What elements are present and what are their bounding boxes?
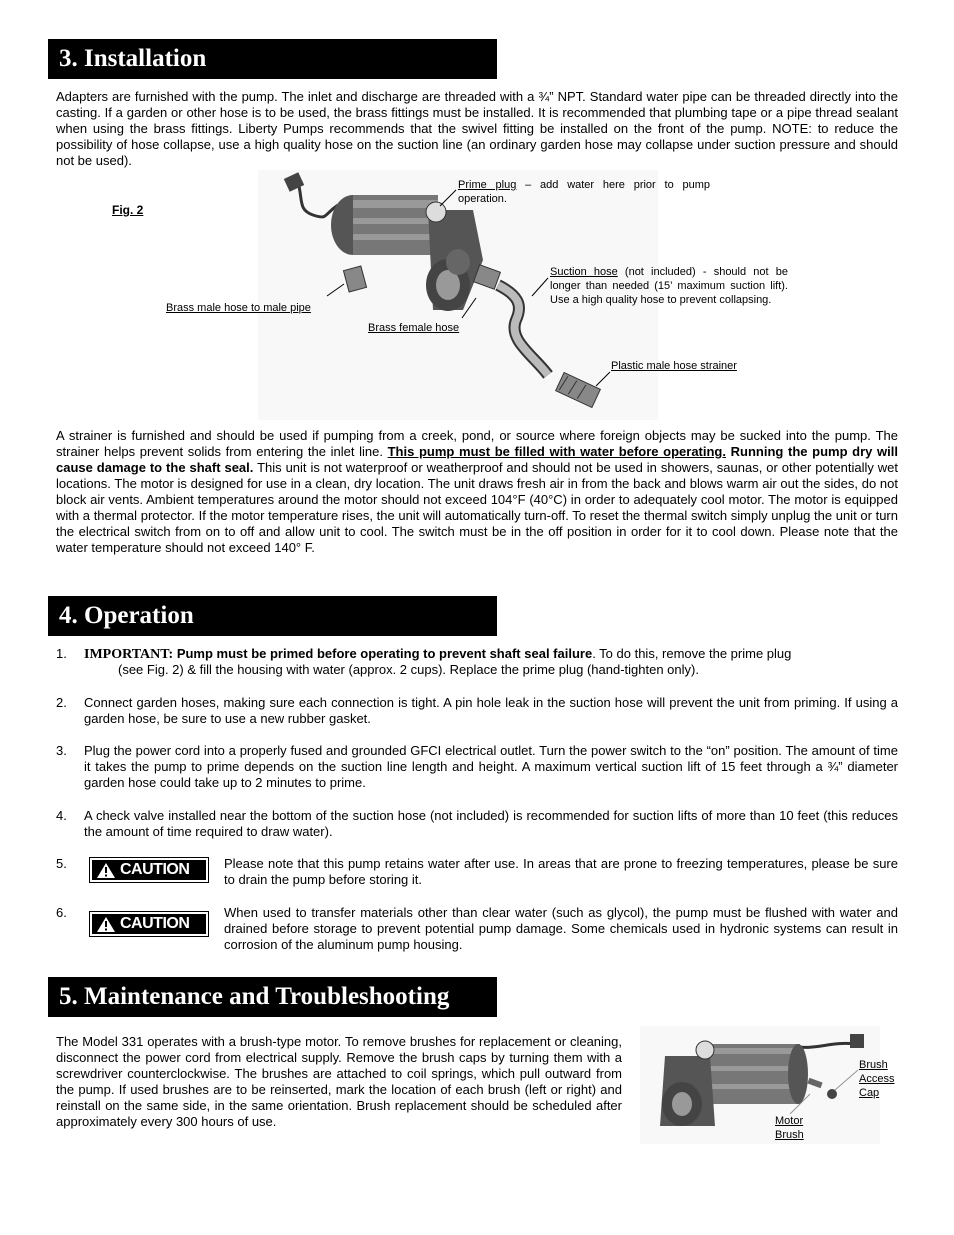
item-3-number: 3.	[56, 743, 67, 758]
caution-label: CAUTION	[120, 915, 190, 932]
brush-access-line-1: Brush	[859, 1059, 888, 1071]
item-1-number: 1.	[56, 646, 67, 661]
item-6-text: When used to transfer materials other than clear water (such as glycol), the pump must be flushed with water and drained before storage to prevent potential pump damage. Some chemicals used in hydronic systems can result in corrosion of the aluminum pump housing.	[224, 905, 898, 952]
brass-male-callout: Brass male hose to male pipe	[166, 302, 311, 314]
caution-label: CAUTION	[120, 861, 190, 878]
brush-access-line-3: Cap	[859, 1087, 880, 1099]
fill-warning: This pump must be filled with water before operating.	[387, 444, 726, 459]
strainer-paragraph	[56, 428, 898, 556]
caution-badge	[90, 858, 208, 882]
brass-female-callout: Brass female hose	[368, 322, 460, 334]
fig-2-label: Fig. 2	[112, 203, 144, 217]
item-2-number: 2.	[56, 695, 67, 710]
strainer-paragraph-a: A strainer is furnished and should be used if pumping from a creek, pond, or source where foreign objects may be sucked into the pump. The strainer helps prevent solids from entering the inlet line.	[56, 428, 898, 459]
section-3-title: 3. Installation	[48, 39, 497, 79]
suction-hose-title: Suction hose	[550, 266, 618, 278]
prime-plug-callout	[458, 178, 710, 206]
warning-triangle-icon	[96, 862, 116, 879]
item-3-text: Plug the power cord into a properly fused and grounded GFCI electrical outlet. Turn the power switch to the “on” position. The amount of time it takes the pump to prime depends on the suction line length and height. A maximum vertical suction lift of 15 feet through a ¾” diameter garden hose could take up to 2 minutes to prime.	[84, 743, 898, 790]
strainer-callout: Plastic male hose strainer	[611, 360, 737, 372]
suction-hose-callout	[550, 265, 788, 307]
section-5-title: 5. Maintenance and Troubleshooting	[48, 977, 497, 1017]
item-4-text: A check valve installed near the bottom of the suction hose (not included) is recommended for suction lifts of more than 10 feet (this reduces the amount of time required to draw water).	[84, 808, 898, 839]
brush-access-line-2: Access	[859, 1073, 895, 1085]
item-4-number: 4.	[56, 808, 67, 823]
dry-run-warning: Running the pump dry will cause damage to the shaft seal.	[56, 444, 898, 475]
motor-brush-label	[775, 1114, 804, 1142]
caution-badge	[90, 912, 208, 936]
suction-hose-text: (not included) - should not be longer than needed (15’ maximum suction lift). Use a high quality hose to prevent collapsing.	[550, 266, 788, 306]
installation-intro: Adapters are furnished with the pump. The inlet and discharge are threaded with a ¾” NPT. Standard water pipe can be threaded directly into the casting. If a garden or other hose is to be used, the brass fittings must be installed. It is recommended that plumbing tape or a pipe thread sealant when using the brass fittings. Liberty Pumps recommends that the swivel fitting be installed on the front of the pump. NOTE: to reduce the possibility of hose collapse, use a high quality hose on the suction line (an ordinary garden hose may collapse under suction pressure and should not be used).	[56, 89, 898, 168]
item-2-text: Connect garden hoses, making sure each connection is tight. A pin hole leak in the suction hose will prevent the unit from priming. If using a garden hose, be sure to use a new rubber gasket.	[84, 695, 898, 726]
item-5-number: 5.	[56, 856, 67, 871]
item-1-line-2: (see Fig. 2) & fill the housing with water (approx. 2 cups). Replace the prime plug (hand-tighten only).	[118, 662, 699, 677]
item-1-line-1	[84, 646, 898, 663]
warning-triangle-icon	[96, 916, 116, 933]
motor-brush-line-2: Brush	[775, 1129, 804, 1141]
strainer-paragraph-b: This unit is not waterproof or weatherproof and should not be used in showers, saunas, or other potentially wet locations. The motor is designed for use in a clean, dry location. The unit draws fresh air in from the back and blows warm air out the sides, do not block air vents. Ambient temperatures around the motor should not exceed 104°F (40°C) in order to adequately cool motor. The motor is equipped with a thermal protector. If the motor temperature rises, the unit will automatically turn-off. To reset the thermal switch simply unplug the unit or turn the electrical switch from on to off and allow unit to cool. The switch must be in the off position in order for it to cool down. Please note that the water temperature should not exceed 140° F.	[56, 460, 899, 555]
prime-plug-title: Prime plug	[458, 179, 517, 191]
brush-access-cap-label	[859, 1058, 894, 1100]
prime-warning: Pump must be primed before operating to prevent shaft seal failure	[173, 646, 593, 661]
section-4-title: 4. Operation	[48, 596, 497, 636]
item-5-text: Please note that this pump retains water after use. In areas that are prone to freezing temperatures, please be sure to drain the pump before storing it.	[224, 856, 898, 887]
motor-brush-line-1: Motor	[775, 1115, 804, 1127]
prime-plug-text: – add water here prior to pump operation.	[458, 179, 710, 205]
maintenance-text: The Model 331 operates with a brush-type motor. To remove brushes for replacement or cleaning, disconnect the power cord from electrical supply. Remove the brush caps by turning them with a screwdriver counterclockwise. The brushes are attached to coil springs, which pull outward from the pump. If used brushes are to be reinserted, mark the location of each brush (left or right) and reinstall on the same side, in the same orientation. Brush replacement should be scheduled after approximately every 300 hours of use.	[56, 1034, 622, 1129]
important-label: IMPORTANT:	[84, 647, 174, 662]
pump-brush-figure	[640, 1026, 880, 1144]
item-6-number: 6.	[56, 905, 67, 920]
item-1-text-a: . To do this, remove the prime plug	[592, 646, 792, 661]
